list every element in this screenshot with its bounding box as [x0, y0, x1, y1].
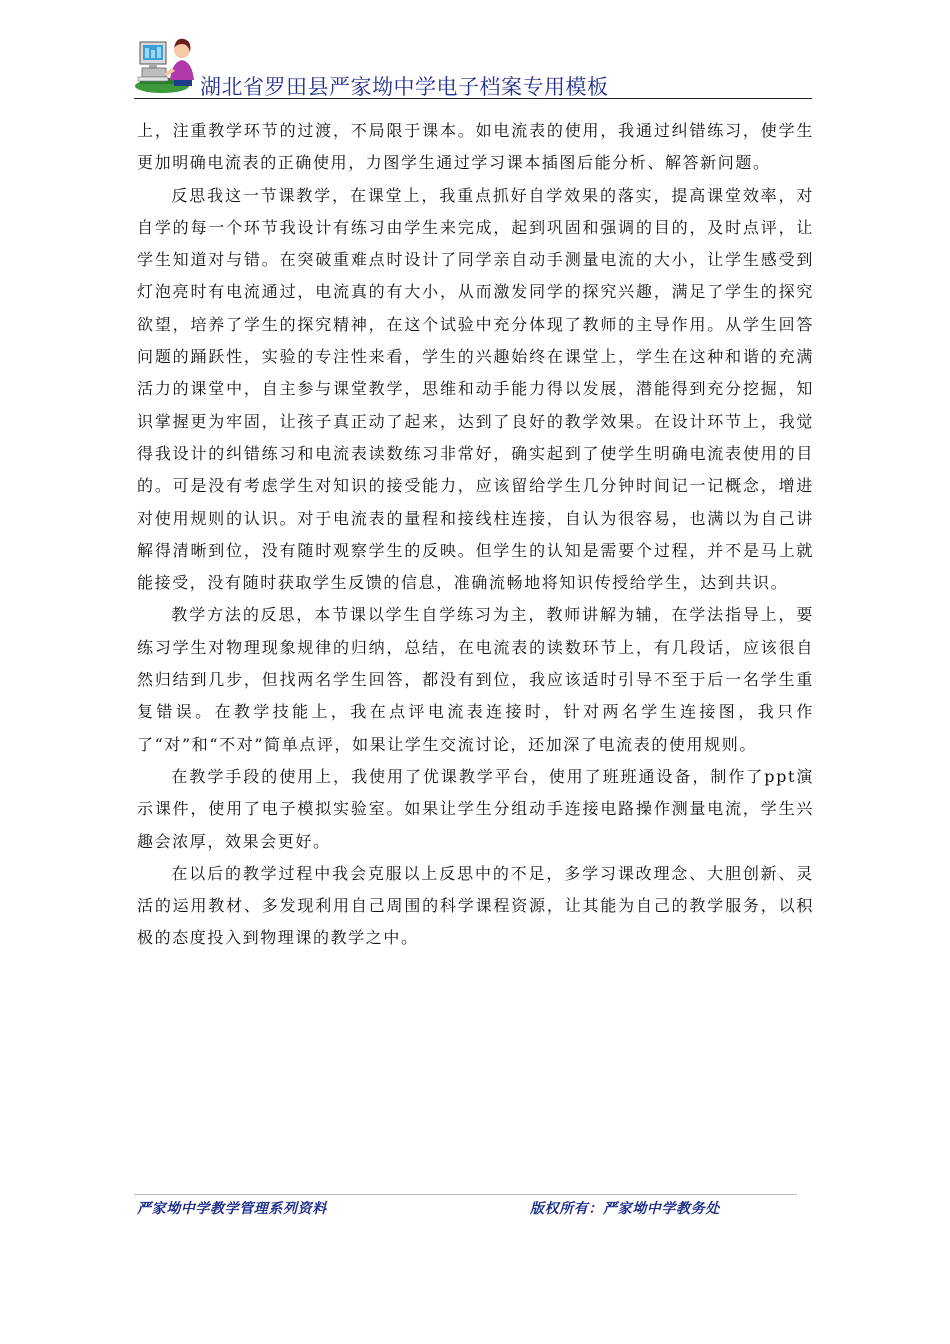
footer-divider	[134, 1194, 797, 1195]
paragraph-continuation: 上，注重教学环节的过渡，不局限于课本。如电流表的使用，我通过纠错练习，使学生更加明确电流表的正确使用，力图学生通过学习课本插图后能分析、解答新问题。	[137, 121, 814, 173]
document-body	[137, 115, 814, 955]
paragraph-teaching-method: 教学方法的反思，本节课以学生自学练习为主，教师讲解为辅，在学法指导上，要练习学生对物理现象规律的归纳，总结，在电流表的读数环节上，有几段话，应该很自然归结到几步，但找两名学生回答，都没有到位，我应该适时引导不至于后一名学生重复错误。在教学技能上，我在点评电流表连接时，针对两名学生连接图，我只作了“对”和“不对”简单点评，如果让学生交流讨论，还加深了电流表的使用规则。	[137, 605, 814, 754]
paragraph-conclusion: 在以后的教学过程中我会克服以上反思中的不足，多学习课改理念、大胆创新、灵活的运用教材、多发现利用自己周围的科学课程资源，让其能为自己的教学服务，以积极的态度投入到物理课的教学之中。	[137, 863, 814, 948]
footer-series-label: 严家坳中学教学管理系列资料	[137, 1201, 327, 1217]
teacher-at-computer-icon	[134, 34, 198, 96]
paragraph-teaching-tools: 在教学手段的使用上，我使用了优课教学平台，使用了班班通设备，制作了ppt演示课件，使用了电子模拟实验室。如果让学生分组动手连接电路操作测量电流，学生兴趣会浓厚，效果会更好。	[137, 766, 814, 851]
page-header	[134, 28, 812, 100]
document-template-title: 湖北省罗田县严家坳中学电子档案专用模板	[200, 75, 609, 99]
footer-copyright: 版权所有：严家坳中学教务处	[530, 1201, 720, 1217]
header-divider	[134, 98, 812, 99]
paragraph-reflection: 反思我这一节课教学，在课堂上，我重点抓好自学效果的落实，提高课堂效率，对自学的每一个环节我设计有练习由学生来完成，起到巩固和强调的目的，及时点评，让学生知道对与错。在突破重难点时设计了同学亲自动手测量电流的大小，让学生感受到灯泡亮时有电流通过，电流真的有大小，从而激发同学的探究兴趣，满足了学生的探究欲望，培养了学生的探究精神，在这个试验中充分体现了教师的主导作用。从学生回答问题的踊跃性，实验的专注性来看，学生的兴趣始终在课堂上，学生在这种和谐的充满活力的课堂中，自主参与课堂教学，思维和动手能力得以发展，潜能得到充分挖掘，知识掌握更为牢固，让孩子真正动了起来，达到了良好的教学效果。在设计环节上，我觉得我设计的纠错练习和电流表读数练习非常好，确实起到了使学生明确电流表使用的目的。可是没有考虑学生对知识的接受能力，应该留给学生几分钟时间记一记概念，增进对使用规则的认识。对于电流表的量程和接线柱连接，自认为很容易，也满以为自己讲解得清晰到位，没有随时观察学生的反映。但学生的认知是需要个过程，并不是马上就能接受，没有随时获取学生反馈的信息，准确流畅地将知识传授给学生，达到共识。	[137, 185, 814, 593]
